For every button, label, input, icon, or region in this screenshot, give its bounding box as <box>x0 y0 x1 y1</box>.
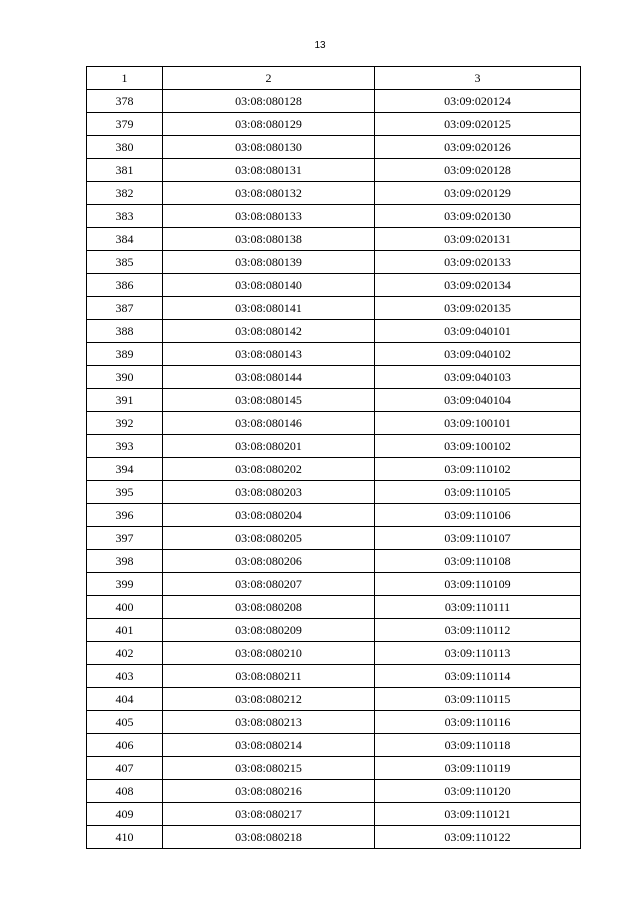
column-2-cell: 03:08:080129 <box>163 113 375 136</box>
row-number-cell: 393 <box>87 435 163 458</box>
row-number-cell: 402 <box>87 642 163 665</box>
row-number-cell: 389 <box>87 343 163 366</box>
column-3-cell: 03:09:040104 <box>375 389 581 412</box>
table-row <box>87 734 581 757</box>
table-row <box>87 619 581 642</box>
column-3-cell: 03:09:020133 <box>375 251 581 274</box>
row-number-cell: 407 <box>87 757 163 780</box>
table-row <box>87 343 581 366</box>
column-2-cell: 03:08:080141 <box>163 297 375 320</box>
column-3-cell: 03:09:020129 <box>375 182 581 205</box>
table-row <box>87 596 581 619</box>
column-3-cell: 03:09:110108 <box>375 550 581 573</box>
column-3-cell: 03:09:110114 <box>375 665 581 688</box>
column-2-cell: 03:08:080130 <box>163 136 375 159</box>
table-row <box>87 665 581 688</box>
row-number-cell: 392 <box>87 412 163 435</box>
table-row <box>87 320 581 343</box>
row-number-cell: 385 <box>87 251 163 274</box>
table-row <box>87 389 581 412</box>
table-row <box>87 182 581 205</box>
column-2-cell: 03:08:080133 <box>163 205 375 228</box>
column-2-cell: 03:08:080211 <box>163 665 375 688</box>
column-2-cell: 03:08:080202 <box>163 458 375 481</box>
table-row <box>87 113 581 136</box>
column-2-cell: 03:08:080132 <box>163 182 375 205</box>
table-row <box>87 688 581 711</box>
column-2-cell: 03:08:080216 <box>163 780 375 803</box>
table-body <box>87 90 581 849</box>
column-2-cell: 03:08:080145 <box>163 389 375 412</box>
table-row <box>87 803 581 826</box>
column-3-cell: 03:09:020135 <box>375 297 581 320</box>
column-3-cell: 03:09:110122 <box>375 826 581 849</box>
column-2-cell: 03:08:080131 <box>163 159 375 182</box>
column-header-1: 1 <box>87 67 163 90</box>
table-row <box>87 297 581 320</box>
column-3-cell: 03:09:110121 <box>375 803 581 826</box>
column-3-cell: 03:09:110116 <box>375 711 581 734</box>
row-number-cell: 378 <box>87 90 163 113</box>
column-3-cell: 03:09:040103 <box>375 366 581 389</box>
table-row <box>87 711 581 734</box>
column-2-cell: 03:08:080208 <box>163 596 375 619</box>
row-number-cell: 379 <box>87 113 163 136</box>
table-row <box>87 159 581 182</box>
column-2-cell: 03:08:080213 <box>163 711 375 734</box>
page-number: 13 <box>314 40 326 51</box>
row-number-cell: 410 <box>87 826 163 849</box>
column-3-cell: 03:09:020130 <box>375 205 581 228</box>
column-2-cell: 03:08:080201 <box>163 435 375 458</box>
row-number-cell: 406 <box>87 734 163 757</box>
table-row <box>87 366 581 389</box>
row-number-cell: 395 <box>87 481 163 504</box>
column-3-cell: 03:09:110120 <box>375 780 581 803</box>
column-2-cell: 03:08:080217 <box>163 803 375 826</box>
row-number-cell: 384 <box>87 228 163 251</box>
table-row <box>87 481 581 504</box>
row-number-cell: 398 <box>87 550 163 573</box>
row-number-cell: 409 <box>87 803 163 826</box>
column-3-cell: 03:09:020131 <box>375 228 581 251</box>
table-row <box>87 458 581 481</box>
column-3-cell: 03:09:110109 <box>375 573 581 596</box>
table-row <box>87 136 581 159</box>
column-3-cell: 03:09:110118 <box>375 734 581 757</box>
header-row <box>87 67 581 90</box>
table-row <box>87 550 581 573</box>
column-3-cell: 03:09:020126 <box>375 136 581 159</box>
column-2-cell: 03:08:080205 <box>163 527 375 550</box>
column-3-cell: 03:09:110111 <box>375 596 581 619</box>
column-2-cell: 03:08:080140 <box>163 274 375 297</box>
column-3-cell: 03:09:020128 <box>375 159 581 182</box>
table-row <box>87 504 581 527</box>
table-row <box>87 642 581 665</box>
row-number-cell: 403 <box>87 665 163 688</box>
column-2-cell: 03:08:080210 <box>163 642 375 665</box>
column-3-cell: 03:09:110102 <box>375 458 581 481</box>
column-3-cell: 03:09:110112 <box>375 619 581 642</box>
column-header-3: 3 <box>375 67 581 90</box>
column-2-cell: 03:08:080138 <box>163 228 375 251</box>
row-number-cell: 388 <box>87 320 163 343</box>
row-number-cell: 381 <box>87 159 163 182</box>
row-number-cell: 405 <box>87 711 163 734</box>
table-row <box>87 757 581 780</box>
row-number-cell: 390 <box>87 366 163 389</box>
column-2-cell: 03:08:080143 <box>163 343 375 366</box>
column-header-2: 2 <box>163 67 375 90</box>
table-row <box>87 573 581 596</box>
column-3-cell: 03:09:110115 <box>375 688 581 711</box>
row-number-cell: 383 <box>87 205 163 228</box>
column-2-cell: 03:08:080214 <box>163 734 375 757</box>
column-3-cell: 03:09:110119 <box>375 757 581 780</box>
row-number-cell: 391 <box>87 389 163 412</box>
row-number-cell: 386 <box>87 274 163 297</box>
column-3-cell: 03:09:020125 <box>375 113 581 136</box>
row-number-cell: 387 <box>87 297 163 320</box>
row-number-cell: 394 <box>87 458 163 481</box>
column-2-cell: 03:08:080209 <box>163 619 375 642</box>
row-number-cell: 397 <box>87 527 163 550</box>
row-number-cell: 404 <box>87 688 163 711</box>
column-2-cell: 03:08:080218 <box>163 826 375 849</box>
column-3-cell: 03:09:040102 <box>375 343 581 366</box>
row-number-cell: 399 <box>87 573 163 596</box>
table-row <box>87 251 581 274</box>
table-row <box>87 274 581 297</box>
column-2-cell: 03:08:080146 <box>163 412 375 435</box>
column-2-cell: 03:08:080142 <box>163 320 375 343</box>
column-3-cell: 03:09:100101 <box>375 412 581 435</box>
column-3-cell: 03:09:020134 <box>375 274 581 297</box>
data-table <box>86 66 581 849</box>
row-number-cell: 382 <box>87 182 163 205</box>
row-number-cell: 401 <box>87 619 163 642</box>
column-2-cell: 03:08:080144 <box>163 366 375 389</box>
row-number-cell: 408 <box>87 780 163 803</box>
column-2-cell: 03:08:080139 <box>163 251 375 274</box>
table-row <box>87 435 581 458</box>
column-3-cell: 03:09:110107 <box>375 527 581 550</box>
column-2-cell: 03:08:080207 <box>163 573 375 596</box>
column-2-cell: 03:08:080206 <box>163 550 375 573</box>
table-row <box>87 90 581 113</box>
column-2-cell: 03:08:080215 <box>163 757 375 780</box>
column-3-cell: 03:09:020124 <box>375 90 581 113</box>
table-row <box>87 826 581 849</box>
column-2-cell: 03:08:080204 <box>163 504 375 527</box>
row-number-cell: 400 <box>87 596 163 619</box>
column-3-cell: 03:09:100102 <box>375 435 581 458</box>
row-number-cell: 380 <box>87 136 163 159</box>
table-row <box>87 205 581 228</box>
table-row <box>87 228 581 251</box>
row-number-cell: 396 <box>87 504 163 527</box>
table-row <box>87 412 581 435</box>
column-3-cell: 03:09:110106 <box>375 504 581 527</box>
column-2-cell: 03:08:080212 <box>163 688 375 711</box>
table-row <box>87 527 581 550</box>
column-3-cell: 03:09:040101 <box>375 320 581 343</box>
column-2-cell: 03:08:080203 <box>163 481 375 504</box>
column-3-cell: 03:09:110113 <box>375 642 581 665</box>
column-2-cell: 03:08:080128 <box>163 90 375 113</box>
column-3-cell: 03:09:110105 <box>375 481 581 504</box>
table-row <box>87 780 581 803</box>
table-header <box>87 67 581 90</box>
